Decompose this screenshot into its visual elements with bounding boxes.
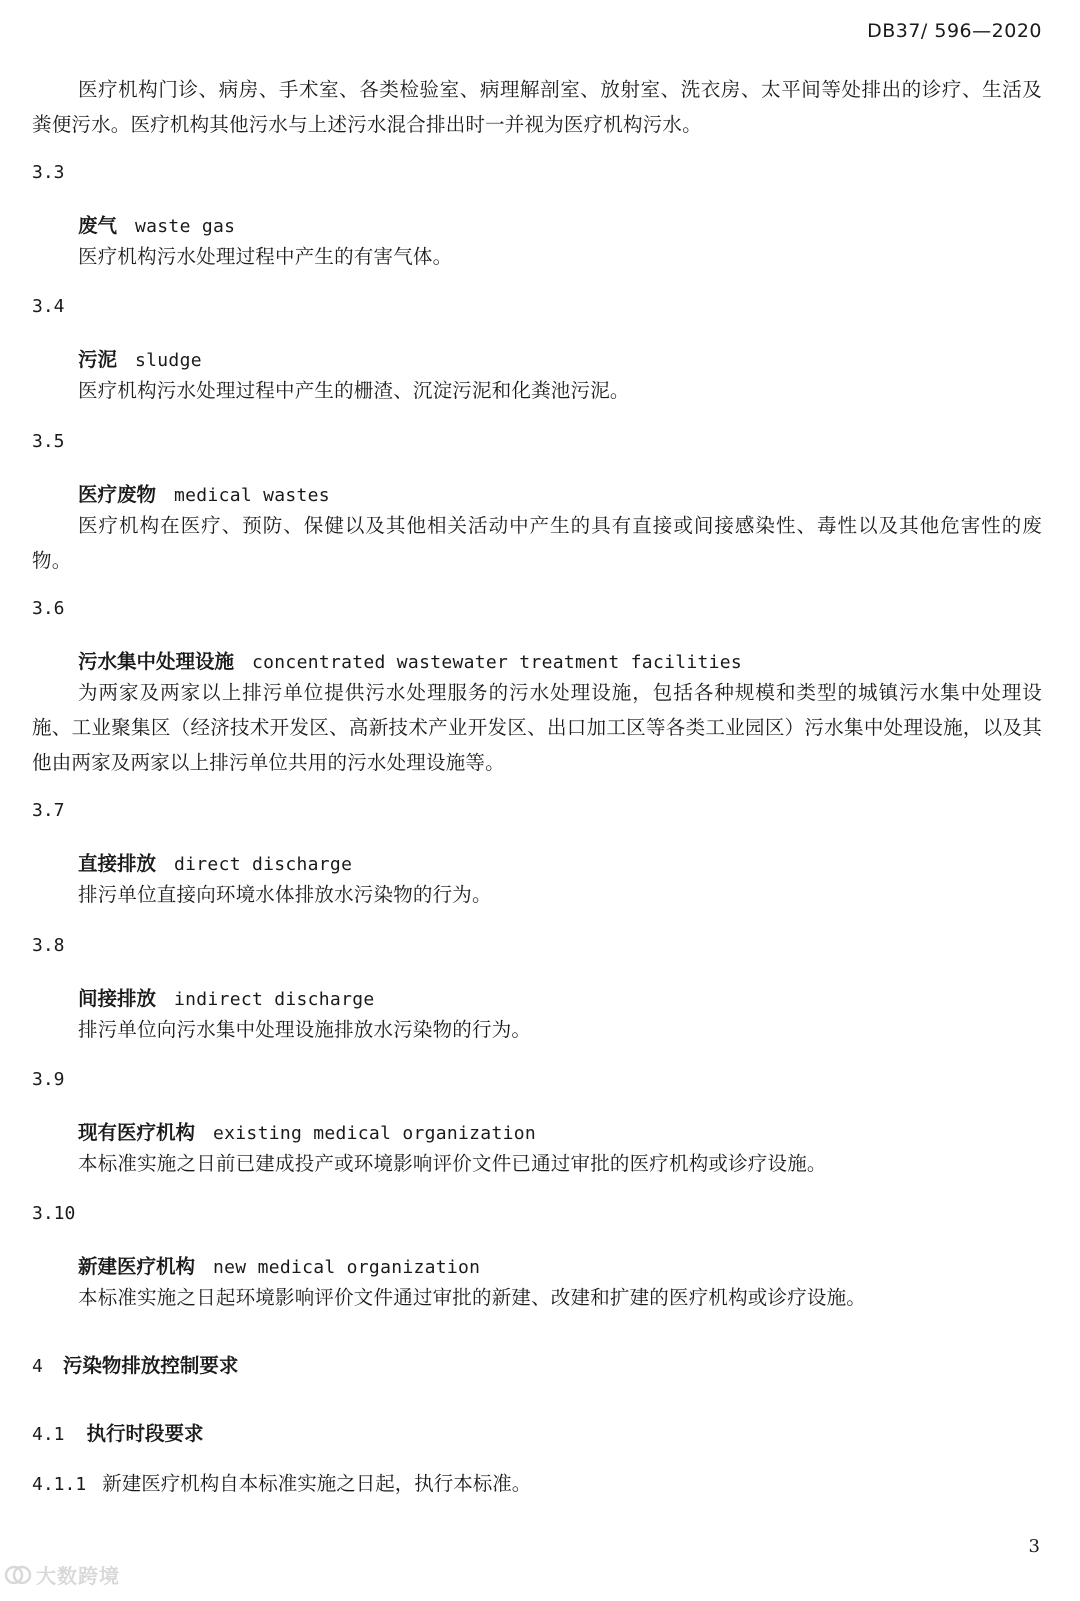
section-heading — [32, 1350, 1042, 1378]
clause-number: 4.1.1 — [32, 1474, 87, 1495]
term-en: concentrated wastewater treatment facilities — [252, 652, 743, 673]
intro-paragraph: 医疗机构门诊、病房、手术室、各类检验室、病理解剖室、放射室、洗衣房、太平间等处排出的诊疗、生活及粪便污水。医疗机构其他污水与上述污水混合排出时一并视为医疗机构污水。 — [32, 78, 1042, 136]
clause-text: 新建医疗机构自本标准实施之日起，执行本标准。 — [102, 1472, 532, 1495]
term-zh: 直接排放 — [78, 852, 157, 875]
watermark-text: 大数跨境 — [36, 1564, 120, 1588]
term-definition: 为两家及两家以上排污单位提供污水处理服务的污水处理设施，包括各种规模和类型的城镇污水集中处理设施、工业聚集区（经济技术开发区、高新技术产业开发区、出口加工区等各类工业园区）污水集中处理设施，以及其他由两家及两家以上排污单位共用的污水处理设施等。 — [32, 681, 1042, 774]
term-zh: 污水集中处理设施 — [78, 650, 235, 673]
watermark-logo-icon — [4, 1561, 32, 1589]
page-number: 3 — [1028, 1536, 1040, 1557]
term-en: waste gas — [135, 216, 236, 237]
standard-code: DB37/ 596—2020 — [867, 20, 1042, 42]
term-zh: 新建医疗机构 — [78, 1255, 196, 1278]
term-heading — [32, 1117, 1080, 1145]
term-zh: 污泥 — [78, 348, 118, 371]
section-title: 污染物排放控制要求 — [62, 1354, 239, 1377]
section-number: 4 — [32, 1356, 43, 1377]
term-definition: 本标准实施之日前已建成投产或环境影响评价文件已通过审批的医疗机构或诊疗设施。 — [78, 1152, 827, 1175]
term-number: 3.9 — [32, 1069, 65, 1090]
term-number: 3.7 — [32, 800, 65, 821]
term-heading — [32, 1251, 1080, 1279]
term-number: 3.5 — [32, 431, 65, 452]
term-zh: 医疗废物 — [78, 483, 157, 506]
term-zh: 废气 — [78, 214, 118, 237]
term-heading — [32, 983, 1080, 1011]
subsection-title: 执行时段要求 — [86, 1422, 204, 1445]
term-zh: 现有医疗机构 — [78, 1121, 196, 1144]
term-number: 3.8 — [32, 935, 65, 956]
term-definition: 排污单位向污水集中处理设施排放水污染物的行为。 — [78, 1018, 532, 1041]
term-number: 3.6 — [32, 598, 65, 619]
subsection-heading — [32, 1418, 1042, 1446]
term-en: indirect discharge — [174, 989, 375, 1010]
term-number: 3.4 — [32, 296, 65, 317]
term-definition: 医疗机构在医疗、预防、保健以及其他相关活动中产生的具有直接或间接感染性、毒性以及其他危害性的废物。 — [32, 514, 1042, 572]
term-definition: 医疗机构污水处理过程中产生的栅渣、沉淀污泥和化粪池污泥。 — [78, 379, 630, 402]
term-heading — [32, 646, 1080, 674]
term-number: 3.10 — [32, 1203, 76, 1224]
term-number: 3.3 — [32, 162, 65, 183]
term-heading — [32, 344, 1080, 372]
watermark — [4, 1560, 120, 1589]
term-heading — [32, 848, 1080, 876]
term-en: new medical organization — [213, 1257, 481, 1278]
clause — [32, 1468, 1042, 1496]
term-en: existing medical organization — [213, 1123, 536, 1144]
term-definition: 排污单位直接向环境水体排放水污染物的行为。 — [78, 883, 492, 906]
term-en: direct discharge — [174, 854, 353, 875]
term-en: sludge — [135, 350, 202, 371]
term-zh: 间接排放 — [78, 987, 157, 1010]
term-definition: 本标准实施之日起环境影响评价文件通过审批的新建、改建和扩建的医疗机构或诊疗设施。 — [78, 1286, 867, 1309]
term-definition: 医疗机构污水处理过程中产生的有害气体。 — [78, 245, 453, 268]
term-heading — [32, 479, 1080, 507]
subsection-number: 4.1 — [32, 1424, 65, 1445]
term-en: medical wastes — [174, 485, 330, 506]
term-heading — [32, 210, 1080, 238]
